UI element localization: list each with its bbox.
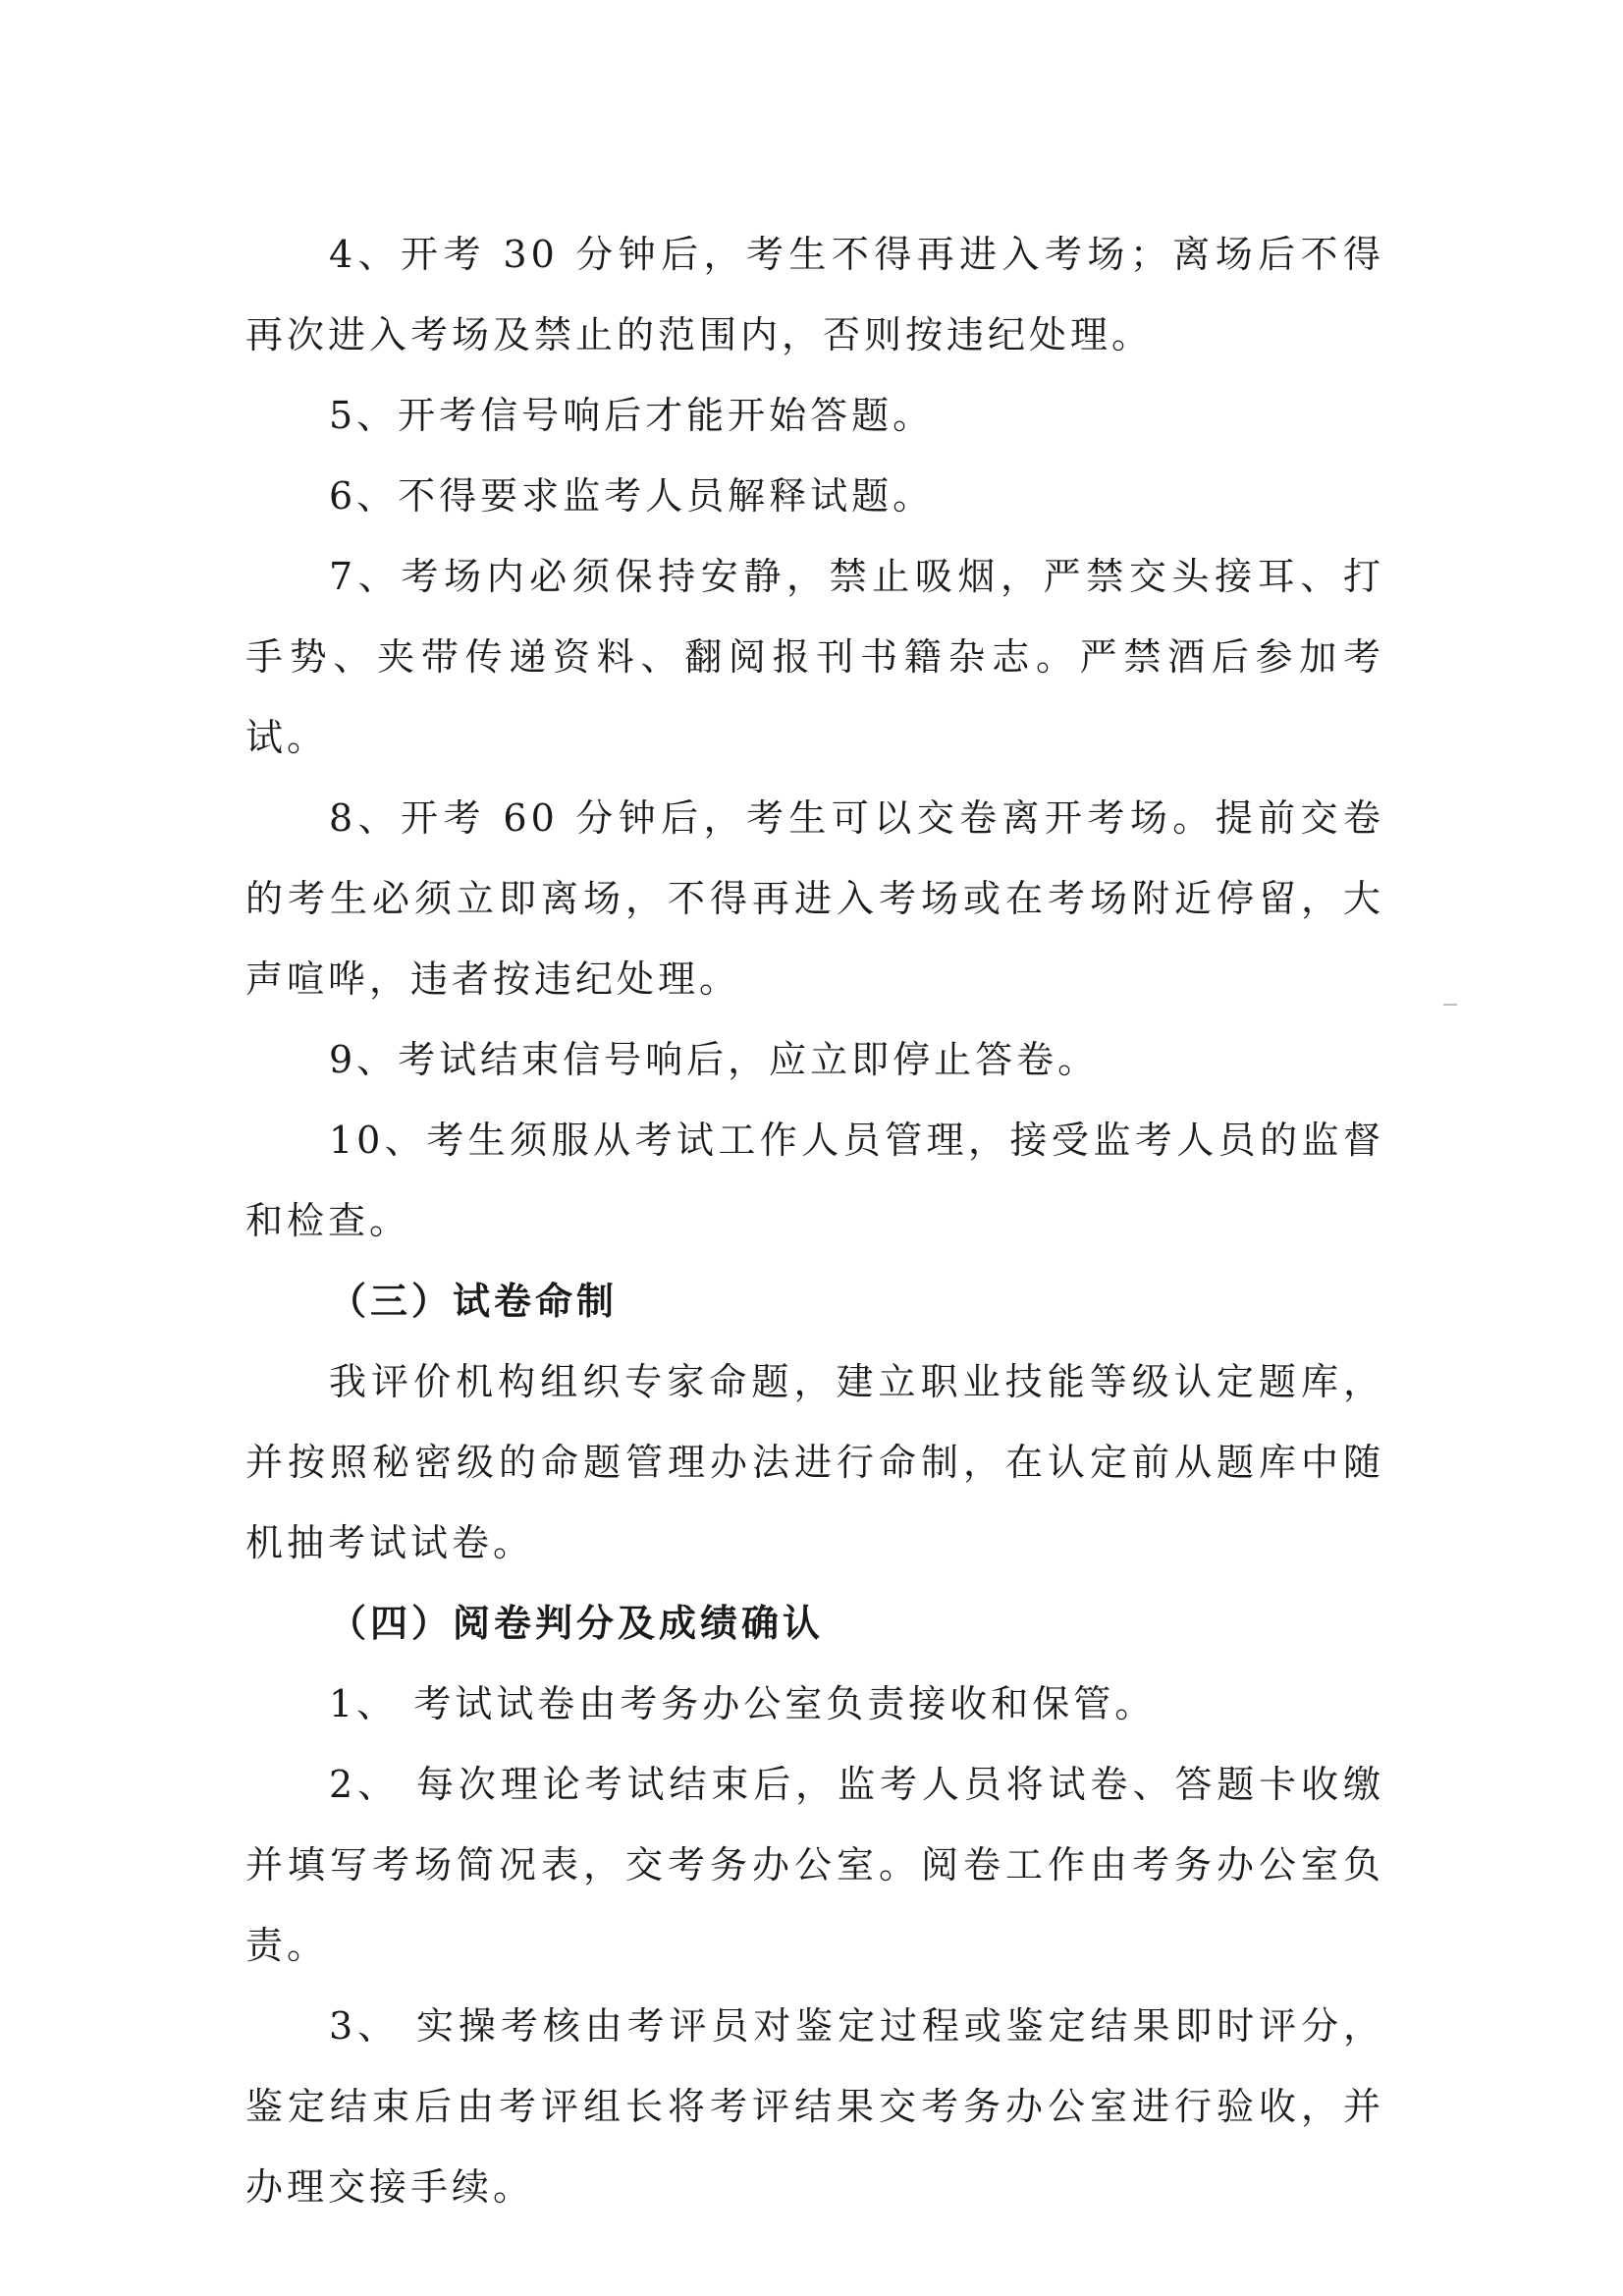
rule-item-5: 5、开考信号响后才能开始答题。 — [329, 394, 935, 437]
grading-item-1: 1、 考试试卷由考务办公室负责接收和保管。 — [329, 1682, 1157, 1725]
rule-item-9: 9、考试结束信号响后，应立即停止答卷。 — [329, 1038, 1100, 1081]
rule-item-10: 10、考生须服从考试工作人员管理，接受监考人员的监督和检查。 — [245, 1119, 1384, 1242]
scan-artifact-mark — [1443, 1004, 1457, 1006]
rule-item-7: 7、考场内必须保持安静，禁止吸烟，严禁交头接耳、打手势、夹带传递资料、翻阅报刊书籍杂志。严禁酒后参加考试。 — [245, 555, 1384, 759]
section-heading-exam-paper: （三）试卷命制 — [329, 1280, 619, 1323]
section-heading-grading: （四）阅卷判分及成绩确认 — [329, 1602, 825, 1645]
rule-item-8: 8、开考 60 分钟后，考生可以交卷离开考场。提前交卷的考生必须立即离场，不得再进入考场或在考场附近停留，大声喧哗，违者按违纪处理。 — [245, 796, 1384, 1001]
grading-item-3: 3、 实操考核由考评员对鉴定过程或鉴定结果即时评分，鉴定结束后由考评组长将考评结果交考务办公室进行验收，并办理交接手续。 — [245, 2004, 1384, 2209]
document-body — [245, 214, 1384, 2227]
grading-item-2: 2、 每次理论考试结束后，监考人员将试卷、答题卡收缴并填写考场简况表，交考务办公室。阅卷工作由考务办公室负责。 — [245, 1763, 1384, 1967]
rule-item-4: 4、开考 30 分钟后，考生不得再进入考场；离场后不得再次进入考场及禁止的范围内，否则按违纪处理。 — [245, 233, 1384, 356]
rule-item-6: 6、不得要求监考人员解释试题。 — [329, 474, 935, 518]
section-body-exam-paper: 我评价机构组织专家命题，建立职业技能等级认定题库，并按照秘密级的命题管理办法进行命制，在认定前从题库中随机抽考试试卷。 — [245, 1360, 1384, 1564]
